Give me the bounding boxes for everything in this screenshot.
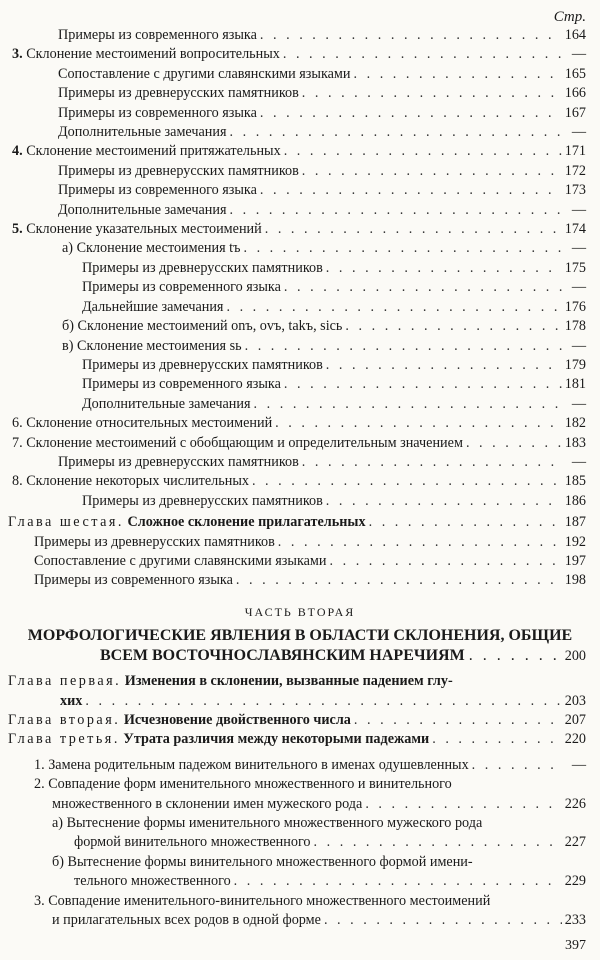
page-number: — bbox=[571, 279, 586, 296]
toc-entry bbox=[0, 259, 600, 278]
toc-entry bbox=[0, 181, 600, 200]
page-number: 185 bbox=[564, 473, 586, 490]
page-number: 178 bbox=[564, 318, 586, 335]
page-number: 183 bbox=[564, 434, 586, 451]
dot-leader bbox=[324, 911, 562, 930]
page-number: — bbox=[571, 201, 586, 218]
dot-leader bbox=[260, 181, 562, 200]
page-number: 172 bbox=[564, 162, 586, 179]
entry-title: Примеры из древнерусских памятников bbox=[58, 85, 299, 102]
dot-leader bbox=[243, 239, 563, 258]
chapter-title: Исчезновение двойственного числа bbox=[123, 712, 351, 728]
entry-title: Примеры из древнерусских памятников bbox=[34, 533, 275, 550]
toc-entry bbox=[0, 472, 600, 491]
entry-title: Дальнейшие замечания bbox=[82, 298, 224, 315]
entry-number: 3. bbox=[12, 46, 23, 63]
toc-entry bbox=[0, 65, 600, 84]
dot-leader bbox=[432, 730, 562, 749]
part-title-line2: ВСЕМ ВОСТОЧНОСЛАВЯНСКИМ НАРЕЧИЯМ bbox=[100, 647, 465, 665]
page-number: 167 bbox=[564, 104, 586, 121]
entry-title: Склонение местоимений вопросительных bbox=[26, 46, 280, 63]
page-number: 200 bbox=[564, 648, 586, 665]
dot-leader bbox=[472, 756, 563, 775]
toc-entry bbox=[0, 552, 600, 571]
dot-leader bbox=[369, 513, 562, 532]
toc-chapter-one-line2 bbox=[0, 692, 600, 711]
dot-leader bbox=[260, 104, 562, 123]
entry-title: Склонение местоимения sь bbox=[76, 337, 242, 354]
toc-entry: а) Вытеснение формы именительного множественного мужеского рода bbox=[52, 815, 483, 832]
toc-entry bbox=[0, 104, 600, 123]
entry-title: Примеры из древнерусских памятников bbox=[82, 356, 323, 373]
toc-entry: 2. Совпадение форм именительного множественного и винительного bbox=[34, 776, 452, 793]
page-number: 166 bbox=[564, 85, 586, 102]
chapter-title-cont: хих bbox=[60, 692, 83, 709]
entry-number: 6. bbox=[12, 415, 23, 432]
part-title-line2-row bbox=[0, 646, 600, 666]
toc-entry bbox=[0, 414, 600, 433]
toc-entry bbox=[0, 45, 600, 64]
entry-title: Примеры из древнерусских памятников bbox=[58, 162, 299, 179]
dot-leader bbox=[275, 414, 562, 433]
toc-entry bbox=[0, 123, 600, 142]
chapter-label: Глава первая. bbox=[8, 673, 122, 690]
dot-leader bbox=[469, 646, 561, 666]
dot-leader bbox=[314, 833, 562, 852]
entry-title: Примеры из современного языка bbox=[82, 279, 281, 296]
dot-leader bbox=[265, 220, 562, 239]
table-of-contents bbox=[0, 26, 600, 930]
entry-title: Дополнительные замечания bbox=[58, 124, 227, 141]
entry-title: Склонение некоторых числительных bbox=[26, 473, 249, 490]
dot-leader bbox=[283, 45, 563, 64]
page-number: 173 bbox=[564, 182, 586, 199]
page-number: 186 bbox=[564, 492, 586, 509]
entry-title: Примеры из современного языка bbox=[58, 182, 257, 199]
toc-entry bbox=[0, 278, 600, 297]
toc-entry bbox=[0, 162, 600, 181]
dot-leader bbox=[345, 317, 561, 336]
toc-entry bbox=[0, 395, 600, 414]
toc-entry-cont: тельного множественного . . . 229 bbox=[0, 872, 600, 891]
entry-title: Склонение относительных местоимений bbox=[26, 415, 273, 432]
entry-number: в) bbox=[62, 337, 74, 354]
dot-leader bbox=[85, 692, 561, 711]
entry-title: Примеры из древнерусских памятников bbox=[58, 453, 299, 470]
entry-title: Примеры из современного языка bbox=[58, 104, 257, 121]
dot-leader bbox=[354, 711, 562, 730]
dot-leader bbox=[230, 123, 563, 142]
dot-leader bbox=[466, 434, 562, 453]
dot-leader bbox=[284, 142, 562, 161]
page-number: 233 bbox=[564, 912, 586, 929]
dot-leader bbox=[236, 571, 562, 590]
dot-leader bbox=[226, 298, 561, 317]
page-number: 181 bbox=[564, 376, 586, 393]
dot-leader bbox=[302, 162, 562, 181]
dot-leader bbox=[302, 84, 562, 103]
toc-entry: б) Вытеснение формы винительного множественного формой имени- bbox=[52, 853, 473, 870]
dot-leader bbox=[326, 356, 562, 375]
page-folio: 397 bbox=[565, 938, 586, 953]
toc-entry: 1. Замена родительным падежом винительного в именах одушевленных . . . — bbox=[0, 756, 600, 775]
entry-title: Склонение местоимения tъ bbox=[76, 240, 241, 257]
dot-leader bbox=[278, 533, 562, 552]
entry-title: Склонение местоимений с обобщающим и определительным значением bbox=[26, 434, 463, 451]
entry-number: б) bbox=[62, 318, 74, 335]
page-number: 220 bbox=[564, 731, 586, 748]
page-number: — bbox=[571, 124, 586, 141]
entry-title: Сопоставление с другими славянскими языками bbox=[34, 552, 327, 569]
toc-entry bbox=[0, 571, 600, 590]
toc-chapter-two bbox=[0, 711, 600, 730]
page-column-header: Стр. bbox=[553, 9, 586, 25]
toc-entry-cont: формой винительного множественного . . . 227 bbox=[0, 833, 600, 852]
page-number: 176 bbox=[564, 298, 586, 315]
dot-leader bbox=[284, 375, 562, 394]
page-number: 198 bbox=[564, 572, 586, 589]
toc-entry: 3. Совпадение именительного-винительного множественного местоимений bbox=[34, 892, 491, 909]
chapter-label: Глава шестая. bbox=[8, 514, 124, 531]
page-number: — bbox=[571, 756, 586, 773]
dot-leader bbox=[260, 26, 562, 45]
page-number: — bbox=[571, 46, 586, 63]
page-number: 227 bbox=[564, 834, 586, 851]
page-number: 182 bbox=[564, 415, 586, 432]
toc-entry bbox=[0, 492, 600, 511]
dot-leader bbox=[234, 872, 562, 891]
dot-leader bbox=[252, 472, 562, 491]
toc-entry bbox=[0, 298, 600, 317]
page-number: 164 bbox=[564, 27, 586, 43]
toc-section-adjectives bbox=[0, 533, 600, 591]
toc-entry bbox=[0, 317, 600, 336]
dot-leader bbox=[326, 492, 562, 511]
toc-entry bbox=[0, 26, 600, 45]
toc-entry-cont: множественного в склонении имен мужеского рода . . . 226 bbox=[0, 795, 600, 814]
page-number: 165 bbox=[564, 65, 586, 82]
dot-leader bbox=[330, 552, 562, 571]
part-title-line1: МОРФОЛОГИЧЕСКИЕ ЯВЛЕНИЯ В ОБЛАСТИ СКЛОНЕНИЯ, ОБЩИЕ bbox=[27, 627, 573, 645]
entry-title: Дополнительные замечания bbox=[58, 201, 227, 218]
toc-entry bbox=[0, 239, 600, 258]
toc-chapter-six bbox=[0, 513, 600, 532]
page-number: — bbox=[571, 240, 586, 257]
toc-entry bbox=[0, 84, 600, 103]
entry-number: а) bbox=[62, 240, 74, 257]
toc-entry bbox=[0, 201, 600, 220]
entry-title: Примеры из древнерусских памятников bbox=[82, 259, 323, 276]
toc-chapter-three bbox=[0, 730, 600, 749]
dot-leader bbox=[326, 259, 562, 278]
chapter-title: Изменения в склонении, вызванные падением глу- bbox=[124, 673, 453, 690]
entry-title: Дополнительные замечания bbox=[82, 395, 251, 412]
toc-entry bbox=[0, 434, 600, 453]
toc-entry bbox=[0, 356, 600, 375]
page-number: 197 bbox=[564, 552, 586, 569]
entry-title: Склонение указательных местоимений bbox=[26, 221, 262, 238]
toc-section-pronouns bbox=[0, 26, 600, 511]
toc-entry bbox=[0, 533, 600, 552]
page-number: 179 bbox=[564, 356, 586, 373]
toc-chapter-one-line1 bbox=[0, 672, 600, 691]
entry-number: 4. bbox=[12, 143, 23, 160]
page-number: — bbox=[571, 395, 586, 412]
dot-leader bbox=[302, 453, 563, 472]
page-number: 226 bbox=[564, 795, 586, 812]
page-number: 171 bbox=[564, 143, 586, 160]
dot-leader bbox=[284, 278, 563, 297]
entry-title: Примеры из древнерусских памятников bbox=[82, 492, 323, 509]
page-number: 207 bbox=[564, 712, 586, 728]
page-number: 203 bbox=[564, 692, 586, 709]
entry-title: Склонение местоимений onъ, ovъ, takъ, sicь bbox=[77, 318, 343, 335]
page-number: 174 bbox=[564, 221, 586, 238]
page-number: — bbox=[571, 453, 586, 470]
dot-leader bbox=[365, 795, 561, 814]
page-number: 229 bbox=[564, 873, 586, 890]
page-number: 175 bbox=[564, 259, 586, 276]
dot-leader bbox=[254, 395, 563, 414]
entry-title: Склонение местоимений притяжательных bbox=[26, 143, 281, 160]
page-number: 192 bbox=[564, 533, 586, 550]
toc-entry bbox=[0, 453, 600, 472]
entry-number: 8. bbox=[12, 473, 23, 490]
toc-entry-cont: и прилагательных всех родов в одной форме . . . 233 bbox=[0, 911, 600, 930]
chapter-label: Глава вторая. bbox=[8, 712, 121, 728]
toc-entry bbox=[0, 375, 600, 394]
page-number: 187 bbox=[564, 514, 586, 531]
dot-leader bbox=[354, 65, 562, 84]
entry-title: Примеры из современного языка bbox=[82, 376, 281, 393]
dot-leader bbox=[245, 337, 563, 356]
chapter-label: Глава третья. bbox=[8, 731, 120, 748]
entry-title: Примеры из современного языка bbox=[34, 572, 233, 589]
toc-entry bbox=[0, 220, 600, 239]
toc-entry bbox=[0, 337, 600, 356]
entry-title: Примеры из современного языка bbox=[58, 27, 257, 43]
chapter-title: Утрата различия между некоторыми падежами bbox=[123, 731, 430, 748]
page-number: — bbox=[571, 337, 586, 354]
dot-leader bbox=[230, 201, 563, 220]
entry-title: Сопоставление с другими славянскими языками bbox=[58, 65, 351, 82]
toc-entry bbox=[0, 142, 600, 161]
entry-number: 7. bbox=[12, 434, 23, 451]
part-label: ЧАСТЬ ВТОРАЯ bbox=[244, 604, 356, 619]
entry-number: 5. bbox=[12, 221, 23, 238]
chapter-title: Сложное склонение прилагательных bbox=[127, 514, 366, 531]
